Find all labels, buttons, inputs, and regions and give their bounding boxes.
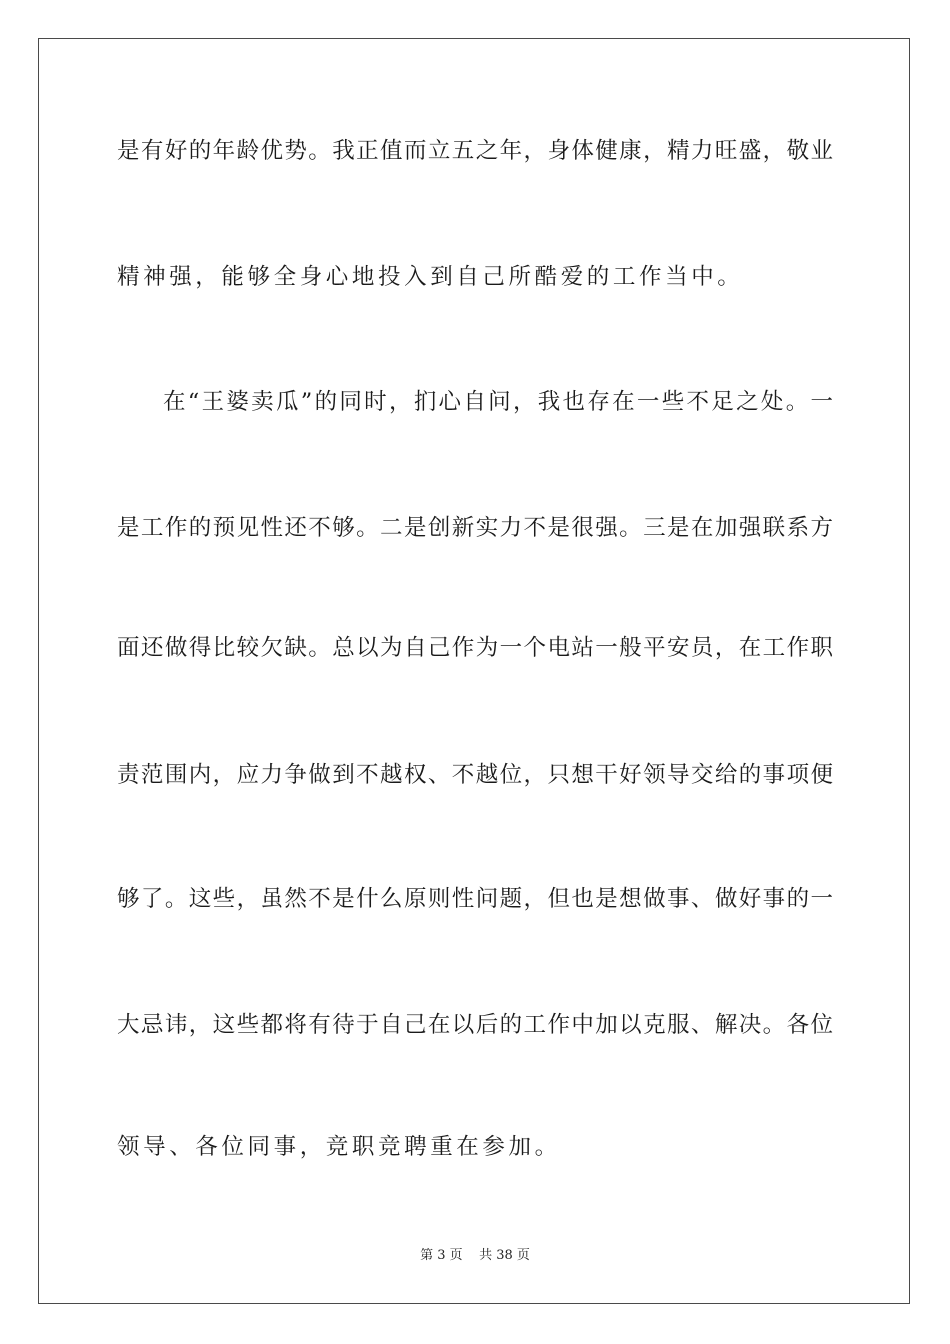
body-line-9: 领导、各位同事，竞职竞聘重在参加。	[117, 1134, 561, 1160]
body-line-2: 精神强，能够全身心地投入到自己所酷爱的工作当中。	[117, 264, 744, 290]
page-number-footer: 第 3 页 共 38 页	[420, 1248, 530, 1263]
body-line-8: 大忌讳，这些都将有待于自己在以后的工作中加以克服、解决。各位	[117, 1012, 833, 1038]
body-line-4: 是工作的预见性还不够。二是创新实力不是很强。三是在加强联系方	[117, 515, 833, 541]
body-line-1: 是有好的年龄优势。我正值而立五之年，身体健康，精力旺盛，敬业	[117, 138, 833, 164]
page-border	[38, 38, 910, 1304]
body-line-6: 责范围内，应力争做到不越权、不越位，只想干好领导交给的事项便	[117, 762, 833, 788]
body-line-3: 在“王婆卖瓜”的同时，扪心自问，我也存在一些不足之处。一	[163, 389, 833, 415]
body-line-7: 够了。这些，虽然不是什么原则性问题，但也是想做事、做好事的一	[117, 886, 833, 912]
body-line-5: 面还做得比较欠缺。总以为自己作为一个电站一般平安员，在工作职	[117, 635, 833, 661]
